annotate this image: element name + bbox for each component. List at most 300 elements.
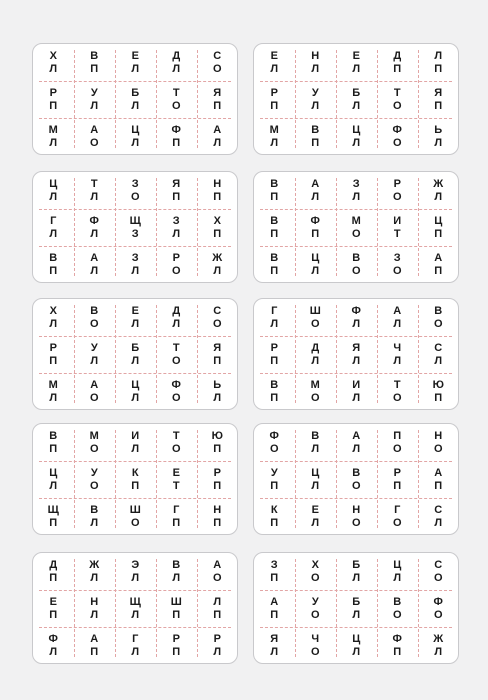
letter-glyph: П (270, 354, 279, 367)
letter-glyph: О (351, 264, 362, 277)
letter-glyph: Л (434, 516, 443, 529)
letter-glyph: П (172, 608, 181, 621)
letter-cell (115, 461, 156, 498)
letter-glyph: Д (49, 558, 58, 571)
letter-glyph: Л (49, 62, 58, 75)
letter-glyph: М (269, 123, 280, 136)
letter-glyph: Л (270, 317, 279, 330)
letter-glyph: П (172, 516, 181, 529)
letter-glyph: Ц (311, 251, 320, 264)
letter-glyph: О (433, 608, 444, 621)
letter-cell (377, 627, 418, 664)
letter-glyph: Л (434, 136, 443, 149)
letter-glyph: П (270, 608, 279, 621)
letter-cell (74, 299, 115, 336)
letter-glyph: П (213, 479, 222, 492)
letter-cell (74, 498, 115, 535)
letter-glyph: Л (393, 354, 402, 367)
letter-glyph: З (131, 227, 140, 240)
letter-cell (377, 118, 418, 155)
letter-glyph: П (434, 62, 443, 75)
letter-cell (74, 336, 115, 373)
letter-glyph: В (49, 429, 58, 442)
letter-glyph: П (49, 264, 58, 277)
letter-glyph: Р (213, 466, 222, 479)
letter-glyph: Л (311, 190, 320, 203)
letter-cell (254, 172, 295, 209)
letter-glyph: Л (90, 571, 99, 584)
letter-cell (254, 118, 295, 155)
letter-glyph: Б (352, 595, 361, 608)
letter-glyph: Ф (171, 378, 182, 391)
letter-cell (74, 81, 115, 118)
letter-cell (418, 44, 459, 81)
letter-glyph: М (310, 378, 321, 391)
letter-glyph: Л (213, 645, 222, 658)
letter-glyph: А (90, 378, 99, 391)
letter-glyph: О (433, 571, 444, 584)
letter-cell (156, 209, 197, 246)
letter-cell (197, 336, 238, 373)
letter-cell (377, 553, 418, 590)
letter-cell (418, 209, 459, 246)
letter-cell (418, 498, 459, 535)
letter-glyph: Л (393, 571, 402, 584)
letter-cell (74, 246, 115, 283)
letter-glyph: А (434, 251, 443, 264)
letter-glyph: Л (49, 645, 58, 658)
letter-glyph: Р (49, 86, 58, 99)
letter-cell (254, 81, 295, 118)
letter-cell (197, 553, 238, 590)
letter-glyph: П (434, 227, 443, 240)
letter-cell (377, 81, 418, 118)
letter-glyph: Р (49, 341, 58, 354)
letter-glyph: Л (311, 264, 320, 277)
letter-glyph: О (171, 99, 182, 112)
letter-glyph: Л (131, 264, 140, 277)
letter-cell (295, 172, 336, 209)
letter-glyph: Р (270, 341, 279, 354)
letter-glyph: О (89, 136, 100, 149)
letter-cell (377, 373, 418, 410)
letter-glyph: Ш (309, 304, 322, 317)
letter-glyph: П (270, 99, 279, 112)
letter-glyph: Д (172, 304, 181, 317)
letter-glyph: Л (311, 354, 320, 367)
letter-glyph: Ф (89, 214, 100, 227)
letter-cell (156, 172, 197, 209)
letter-glyph: Л (131, 62, 140, 75)
letter-glyph: В (311, 429, 320, 442)
letter-glyph: Л (311, 442, 320, 455)
letter-glyph: К (270, 503, 279, 516)
letter-cell (33, 336, 74, 373)
letter-glyph: О (310, 645, 321, 658)
letter-glyph: П (434, 99, 443, 112)
letter-glyph: У (90, 86, 99, 99)
letter-glyph: В (90, 304, 99, 317)
letter-cell (33, 246, 74, 283)
letter-cell (295, 461, 336, 498)
letter-glyph: О (392, 442, 403, 455)
letter-glyph: Р (213, 632, 222, 645)
letter-cell (197, 373, 238, 410)
letter-cell (254, 373, 295, 410)
letter-glyph: О (310, 571, 321, 584)
letter-glyph: Ь (213, 378, 222, 391)
letter-glyph: П (172, 645, 181, 658)
letter-cell (156, 424, 197, 461)
letter-glyph: Ш (129, 503, 142, 516)
letter-cell (156, 118, 197, 155)
letter-cell (377, 336, 418, 373)
letter-glyph: Л (131, 99, 140, 112)
letter-glyph: Ф (392, 123, 403, 136)
letter-glyph: А (213, 558, 222, 571)
letter-glyph: С (434, 341, 443, 354)
letter-cell (254, 424, 295, 461)
letter-glyph: О (171, 354, 182, 367)
letter-glyph: Л (352, 571, 361, 584)
letter-glyph: Д (393, 49, 402, 62)
letter-cell (33, 44, 74, 81)
letter-glyph: Е (49, 595, 58, 608)
letter-glyph: О (392, 190, 403, 203)
letter-glyph: В (270, 251, 279, 264)
letter-glyph: Л (311, 516, 320, 529)
letter-glyph: М (48, 378, 59, 391)
letter-glyph: Ц (49, 466, 58, 479)
letter-glyph: Н (213, 503, 222, 516)
letter-glyph: З (352, 177, 361, 190)
letter-glyph: Л (131, 571, 140, 584)
letter-glyph: И (352, 378, 361, 391)
letter-glyph: П (213, 190, 222, 203)
letter-glyph: И (131, 429, 140, 442)
letter-cell (74, 118, 115, 155)
letter-glyph: Л (49, 317, 58, 330)
letter-glyph: Г (50, 214, 57, 227)
letter-glyph: О (212, 62, 223, 75)
letter-glyph: Л (352, 62, 361, 75)
letter-glyph: П (270, 264, 279, 277)
letter-glyph: Я (434, 86, 443, 99)
letter-glyph: Щ (129, 595, 142, 608)
letter-glyph: В (172, 558, 181, 571)
letter-glyph: Т (172, 479, 181, 492)
letter-glyph: Л (352, 645, 361, 658)
letter-glyph: О (392, 516, 403, 529)
letter-glyph: М (351, 214, 362, 227)
letter-cell (115, 246, 156, 283)
letter-cell (336, 299, 377, 336)
letter-glyph: Л (213, 595, 222, 608)
letter-glyph: Д (172, 49, 181, 62)
letter-glyph: Л (172, 62, 181, 75)
letter-cell (156, 299, 197, 336)
letter-cell (115, 44, 156, 81)
letter-glyph: П (270, 190, 279, 203)
letter-glyph: П (213, 354, 222, 367)
letter-glyph: Ф (392, 632, 403, 645)
letter-cell (156, 44, 197, 81)
letter-glyph: О (310, 317, 321, 330)
letter-glyph: В (270, 378, 279, 391)
letter-card (253, 43, 459, 155)
letter-cell (33, 118, 74, 155)
letter-cell (156, 246, 197, 283)
letter-cell (115, 118, 156, 155)
letter-glyph: Ц (131, 123, 140, 136)
letter-cell (377, 498, 418, 535)
letter-glyph: П (270, 391, 279, 404)
letter-glyph: С (434, 503, 443, 516)
letter-glyph: Ц (49, 177, 58, 190)
letter-cell (295, 627, 336, 664)
letter-glyph: О (89, 479, 100, 492)
letter-glyph: Л (131, 442, 140, 455)
letter-glyph: Я (172, 177, 181, 190)
letter-cell (156, 627, 197, 664)
letter-glyph: Р (172, 632, 181, 645)
letter-glyph: Л (352, 391, 361, 404)
letter-glyph: П (213, 608, 222, 621)
letter-cell (336, 461, 377, 498)
letter-cell (418, 590, 459, 627)
letter-glyph: Е (311, 503, 320, 516)
letter-glyph: А (393, 304, 402, 317)
letter-cell (295, 553, 336, 590)
letter-cell (418, 627, 459, 664)
letter-glyph: П (49, 99, 58, 112)
letter-cell (74, 373, 115, 410)
letter-glyph: Н (352, 503, 361, 516)
letter-glyph: Л (172, 227, 181, 240)
letter-cell (336, 44, 377, 81)
letter-glyph: П (90, 645, 99, 658)
letter-glyph: П (213, 99, 222, 112)
letter-glyph: Р (172, 251, 181, 264)
letter-glyph: Л (270, 136, 279, 149)
letter-glyph: О (269, 442, 280, 455)
letter-glyph: Х (311, 558, 320, 571)
letter-glyph: Н (213, 177, 222, 190)
letter-glyph: О (392, 391, 403, 404)
letter-glyph: А (213, 123, 222, 136)
letter-cell (295, 44, 336, 81)
letter-glyph: Л (393, 317, 402, 330)
letter-glyph: П (172, 136, 181, 149)
letter-glyph: Г (271, 304, 278, 317)
letter-cell (156, 590, 197, 627)
letter-cell (336, 424, 377, 461)
letter-glyph: У (90, 341, 99, 354)
letter-glyph: О (171, 442, 182, 455)
letter-cell (336, 590, 377, 627)
letter-glyph: П (49, 442, 58, 455)
letter-glyph: Т (393, 378, 402, 391)
letter-glyph: О (392, 99, 403, 112)
letter-glyph: Ц (434, 214, 443, 227)
letter-cell (74, 461, 115, 498)
letter-glyph: Ф (48, 632, 59, 645)
letter-card (32, 423, 238, 535)
letter-glyph: Д (311, 341, 320, 354)
letter-cell (295, 373, 336, 410)
letter-glyph: Ф (351, 304, 362, 317)
letter-glyph: П (270, 571, 279, 584)
letter-glyph: О (212, 571, 223, 584)
letter-cell (336, 627, 377, 664)
letter-glyph: Ц (352, 123, 361, 136)
letter-glyph: П (311, 136, 320, 149)
letter-cell (115, 498, 156, 535)
letter-cell (156, 461, 197, 498)
letter-cell (377, 209, 418, 246)
letter-glyph: Ю (432, 378, 445, 391)
letter-glyph: Н (311, 49, 320, 62)
letter-cell (74, 553, 115, 590)
letter-glyph: П (131, 479, 140, 492)
letter-glyph: Т (172, 429, 181, 442)
letter-glyph: Щ (47, 503, 60, 516)
letter-glyph: О (392, 136, 403, 149)
letter-glyph: О (433, 317, 444, 330)
letter-card (253, 423, 459, 535)
letter-cell (115, 627, 156, 664)
letter-glyph: Щ (129, 214, 142, 227)
letter-glyph: О (171, 391, 182, 404)
letter-cell (295, 498, 336, 535)
letter-glyph: Л (311, 62, 320, 75)
letter-cell (197, 172, 238, 209)
letter-cell (74, 424, 115, 461)
letter-glyph: Л (352, 442, 361, 455)
letter-glyph: Л (352, 317, 361, 330)
letter-cell (33, 627, 74, 664)
letter-glyph: У (90, 466, 99, 479)
letter-cell (33, 461, 74, 498)
letter-glyph: Ж (212, 251, 223, 264)
letter-cell (377, 172, 418, 209)
letter-glyph: Ч (393, 341, 402, 354)
letter-glyph: Н (90, 595, 99, 608)
letter-cell (336, 118, 377, 155)
letter-glyph: Ф (310, 214, 321, 227)
letter-glyph: Ж (433, 177, 444, 190)
letter-glyph: Л (352, 190, 361, 203)
letter-glyph: О (171, 264, 182, 277)
letter-glyph: С (434, 558, 443, 571)
letter-glyph: Л (213, 264, 222, 277)
letter-cell (33, 590, 74, 627)
letter-glyph: О (351, 227, 362, 240)
letter-cell (254, 336, 295, 373)
letter-glyph: П (172, 190, 181, 203)
letter-glyph: Г (173, 503, 180, 516)
letter-cell (418, 246, 459, 283)
letter-glyph: Б (352, 558, 361, 571)
letter-glyph: О (310, 391, 321, 404)
letter-cell (336, 172, 377, 209)
letter-cell (74, 209, 115, 246)
letter-glyph: М (89, 429, 100, 442)
letter-cell (197, 299, 238, 336)
letter-glyph: П (434, 264, 443, 277)
letter-cell (74, 172, 115, 209)
letter-glyph: Б (131, 86, 140, 99)
letter-glyph: О (130, 190, 141, 203)
letter-cell (295, 246, 336, 283)
letter-cell (33, 209, 74, 246)
letter-cell (197, 424, 238, 461)
letter-glyph: П (434, 391, 443, 404)
letter-cell (197, 118, 238, 155)
letter-card (32, 552, 238, 664)
letter-cell (156, 498, 197, 535)
letter-glyph: Л (90, 227, 99, 240)
letter-glyph: Ц (352, 632, 361, 645)
letter-glyph: Ь (434, 123, 443, 136)
letter-glyph: П (311, 227, 320, 240)
letter-cell (295, 299, 336, 336)
letter-glyph: Ш (170, 595, 183, 608)
letter-cell (33, 172, 74, 209)
letter-glyph: З (393, 251, 402, 264)
letter-glyph: З (270, 558, 279, 571)
letter-glyph: В (90, 503, 99, 516)
letter-glyph: Ю (211, 429, 224, 442)
letter-cell (377, 590, 418, 627)
letter-glyph: П (213, 516, 222, 529)
letter-glyph: Л (352, 354, 361, 367)
letter-glyph: В (393, 595, 402, 608)
letter-glyph: Ц (131, 378, 140, 391)
letter-cell (197, 44, 238, 81)
letter-glyph: Ф (171, 123, 182, 136)
letter-glyph: Т (172, 341, 181, 354)
letter-glyph: Н (434, 429, 443, 442)
letter-glyph: П (49, 571, 58, 584)
letter-cell (418, 172, 459, 209)
letter-glyph: Л (213, 391, 222, 404)
letter-glyph: З (131, 251, 140, 264)
letter-cell (295, 424, 336, 461)
letter-cell (197, 246, 238, 283)
letter-glyph: О (392, 608, 403, 621)
letter-glyph: П (49, 354, 58, 367)
letter-card (253, 171, 459, 283)
letter-glyph: Р (393, 177, 402, 190)
letter-glyph: Л (434, 190, 443, 203)
letter-glyph: В (352, 251, 361, 264)
letter-cell (254, 299, 295, 336)
letter-cell (336, 373, 377, 410)
letter-cell (74, 590, 115, 627)
letter-glyph: Т (172, 86, 181, 99)
letter-glyph: Я (270, 632, 279, 645)
letter-glyph: Б (131, 341, 140, 354)
letter-glyph: Л (434, 49, 443, 62)
letter-glyph: Р (270, 86, 279, 99)
letter-glyph: Я (352, 341, 361, 354)
letter-glyph: П (90, 62, 99, 75)
letter-cell (156, 336, 197, 373)
letter-cell (74, 44, 115, 81)
letter-cell (254, 590, 295, 627)
letter-card (32, 298, 238, 410)
